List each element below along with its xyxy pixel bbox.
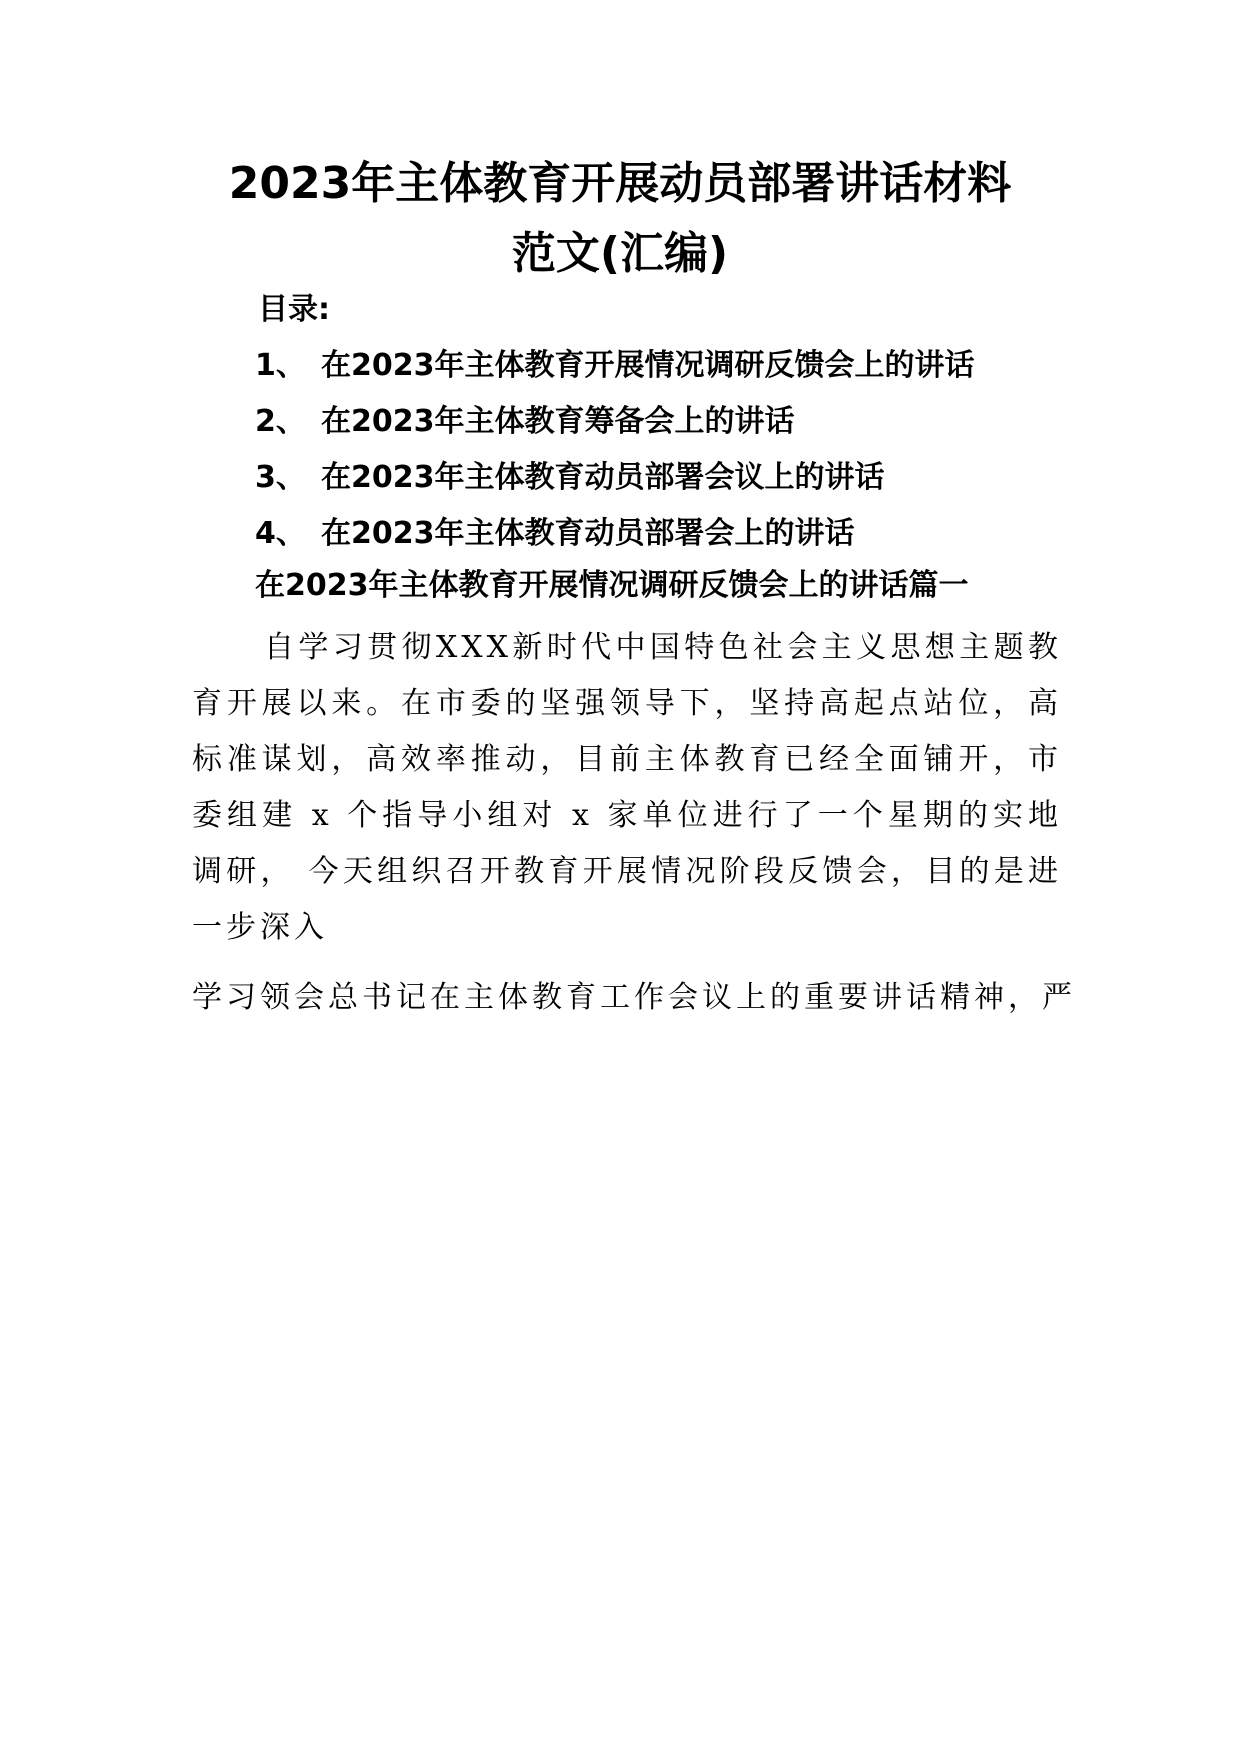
toc-item-text: 在2023年主体教育动员部署会议上的讲话 [321, 460, 885, 495]
body-paragraph: 自学习贯彻XXX新时代中国特色社会主义思想主题教育开展以来。在市委的坚强领导下，坚持高起点站位，高标准谋划，高效率推动，目前主体教育已经全面铺开，市委组建 x 个指导小组对 x 家单位进行了一个星期的实地调研， 今天组织召开教育开展情况阶段反馈会，目的是进一步深入 [192, 630, 1062, 945]
toc-item [255, 514, 975, 570]
toc-item-number: 3、 [255, 460, 306, 495]
body-paragraph-continued: 学习领会总书记在主体教育工作会议上的重要讲话精神，严 [192, 980, 1076, 1015]
toc-item [255, 458, 975, 514]
toc-item-text: 在2023年主体教育筹备会上的讲话 [321, 404, 795, 439]
table-of-contents [255, 346, 975, 570]
document-title-line-2: 范文(汇编) [511, 228, 729, 279]
toc-item-number: 4、 [255, 516, 306, 551]
toc-item-number: 2、 [255, 404, 306, 439]
toc-item-number: 1、 [255, 348, 306, 383]
toc-item [255, 346, 975, 402]
document-title-line-1: 2023年主体教育开展动员部署讲话材料 [228, 158, 1012, 209]
toc-item-text: 在2023年主体教育动员部署会上的讲话 [321, 516, 855, 551]
toc-item-text: 在2023年主体教育开展情况调研反馈会上的讲话 [321, 348, 975, 383]
section-heading: 在2023年主体教育开展情况调研反馈会上的讲话篇一 [255, 568, 969, 603]
toc-item [255, 402, 975, 458]
toc-heading: 目录: [258, 292, 330, 327]
